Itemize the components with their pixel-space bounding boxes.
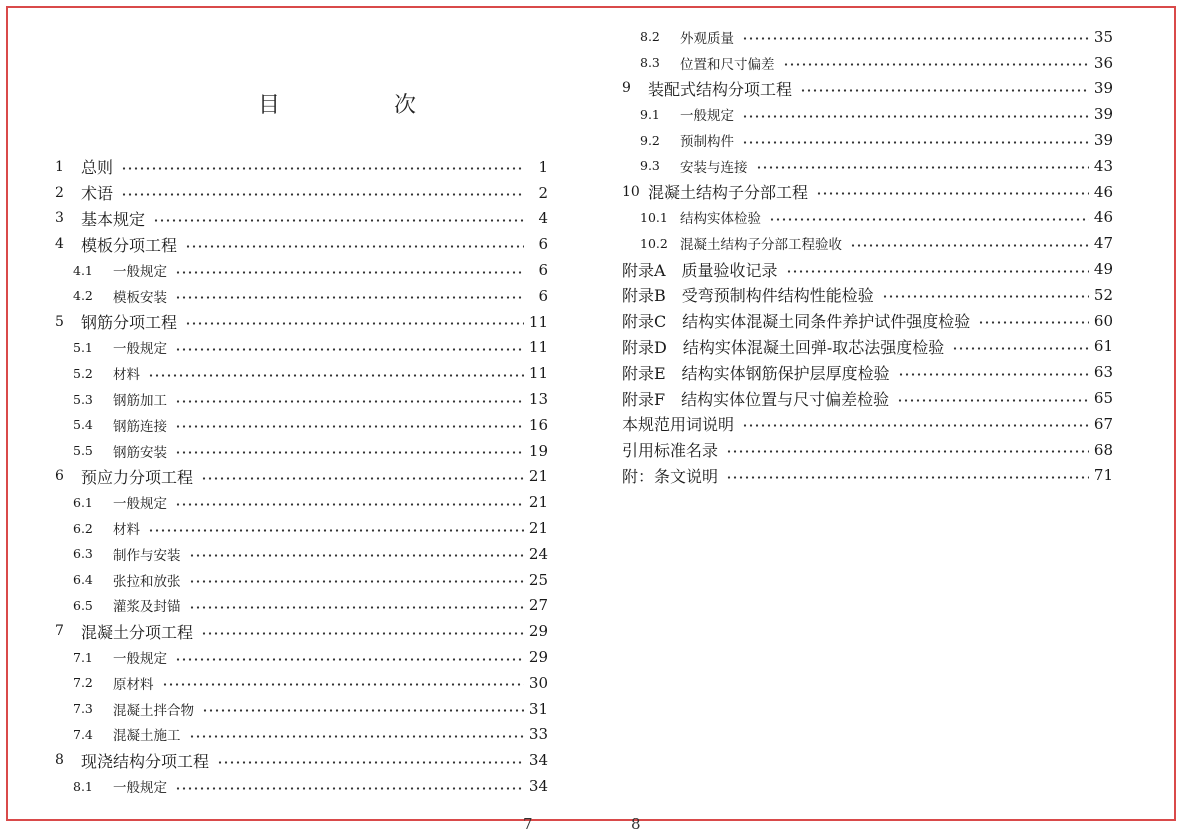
toc-entry[interactable] (55, 231, 548, 257)
dot-leader (201, 477, 524, 480)
toc-entry-label: 安装与连接 (680, 159, 748, 176)
toc-entry[interactable] (622, 179, 1113, 205)
toc-entry-number: 8.3 (640, 55, 660, 71)
dot-leader (769, 218, 1089, 221)
toc-entry-page: 47 (1093, 234, 1113, 253)
toc-entry-label: 一般规定 (113, 264, 167, 281)
toc-entry[interactable] (622, 334, 1113, 360)
toc-entry-label: 制作与安装 (113, 547, 181, 564)
dot-leader (175, 400, 524, 403)
toc-entry[interactable] (55, 670, 548, 696)
dot-leader (121, 193, 524, 196)
toc-title: 目 次 (258, 93, 463, 118)
toc-entry-number: 4.2 (73, 288, 93, 304)
dot-leader (742, 141, 1089, 144)
toc-entry[interactable] (622, 50, 1113, 76)
toc-entry-number: 9.1 (640, 106, 660, 122)
toc-entry[interactable] (622, 256, 1113, 282)
toc-entry-label: 混凝土拌合物 (113, 702, 194, 719)
toc-entry[interactable] (622, 24, 1113, 50)
toc-entry[interactable] (55, 386, 548, 412)
toc-entry-page: 43 (1093, 156, 1113, 175)
dot-leader (217, 761, 524, 764)
dot-leader (816, 192, 1089, 195)
dot-leader (175, 271, 524, 274)
toc-entry-number: 6.1 (73, 494, 93, 510)
toc-entry-number: 6.5 (73, 597, 93, 613)
toc-entry-number: 6 (55, 468, 64, 485)
toc-entry-label: 总则 (81, 158, 114, 178)
toc-entry-number: 10.1 (640, 209, 668, 225)
toc-entry-page: 36 (1093, 53, 1113, 72)
toc-entry[interactable] (55, 283, 548, 309)
toc-entry-number: 7.1 (73, 649, 93, 665)
toc-entry-page: 21 (528, 467, 548, 486)
toc-entry[interactable] (55, 206, 548, 232)
dot-leader (162, 683, 525, 686)
toc-entry[interactable] (55, 722, 548, 748)
toc-entry[interactable] (622, 127, 1113, 153)
toc-entry-page: 21 (528, 519, 548, 538)
toc-entry[interactable] (622, 282, 1113, 308)
dot-leader (121, 167, 524, 170)
toc-entry-label: 混凝土施工 (113, 728, 181, 745)
toc-entry-number: 9.2 (640, 132, 660, 148)
toc-entry[interactable] (55, 489, 548, 515)
toc-entry-page: 46 (1093, 182, 1113, 201)
toc-entry[interactable] (55, 180, 548, 206)
toc-entry[interactable] (55, 747, 548, 773)
dot-leader (175, 296, 524, 299)
toc-entry-label: 张拉和放张 (113, 573, 181, 590)
toc-entry-number: 3 (55, 210, 64, 227)
toc-entry-label: 附录D 结构实体混凝土回弹-取芯法强度检验 (622, 337, 945, 357)
dot-leader (978, 321, 1089, 324)
toc-entry-number: 7 (55, 623, 64, 640)
toc-entry-label: 外观质量 (680, 30, 734, 47)
toc-entry-page: 46 (1093, 208, 1113, 227)
toc-entry-number: 1 (55, 158, 64, 175)
toc-entry[interactable] (622, 359, 1113, 385)
toc-entry-page: 52 (1093, 285, 1113, 304)
toc-entry-number: 10 (622, 183, 640, 200)
toc-entry-page: 6 (538, 261, 548, 280)
toc-entry[interactable] (55, 154, 548, 180)
toc-entry-page: 39 (1093, 105, 1113, 124)
toc-entry-label: 结构实体检验 (680, 211, 761, 228)
toc-entry-label: 钢筋安装 (113, 444, 167, 461)
toc-entry-page: 31 (528, 699, 548, 718)
dot-leader (850, 244, 1089, 247)
dot-leader (148, 374, 524, 377)
toc-entry-number: 7.2 (73, 675, 93, 691)
toc-entry-number: 5.2 (73, 365, 93, 381)
toc-entry-page: 63 (1093, 363, 1113, 382)
toc-entry-number: 5.5 (73, 443, 93, 459)
toc-entry-page: 1 (538, 157, 548, 176)
toc-entry-number: 7.4 (73, 726, 93, 742)
toc-column-right (622, 24, 1113, 488)
dot-leader (175, 425, 524, 428)
toc-entry-label: 预制构件 (680, 134, 734, 151)
toc-entry-label: 现浇结构分项工程 (81, 751, 210, 771)
toc-entry-number: 6.3 (73, 546, 93, 562)
dot-leader (800, 89, 1089, 92)
toc-entry-label: 钢筋分项工程 (81, 313, 178, 333)
page-number-left: 7 (523, 815, 533, 833)
toc-entry-label: 材料 (113, 367, 140, 384)
toc-entry[interactable] (622, 385, 1113, 411)
toc-entry-number: 7.3 (73, 701, 93, 717)
toc-entry-label: 引用标准名录 (622, 441, 719, 461)
toc-entry-number: 8.2 (640, 29, 660, 45)
page-number-right: 8 (631, 815, 641, 833)
toc-entry-label: 混凝土结构子分部工程 (648, 183, 809, 203)
toc-entry-page: 21 (528, 493, 548, 512)
toc-entry-number: 2 (55, 184, 64, 201)
toc-entry-number: 8 (55, 752, 64, 769)
toc-entry[interactable] (55, 773, 548, 799)
toc-entry-label: 模板分项工程 (81, 235, 178, 255)
dot-leader (202, 709, 524, 712)
toc-entry-label: 附录A 质量验收记录 (622, 260, 778, 280)
toc-entry-page: 61 (1093, 337, 1113, 356)
toc-entry-label: 附：条文说明 (622, 466, 719, 486)
toc-entry-page: 60 (1093, 311, 1113, 330)
toc-entry-number: 4 (55, 236, 64, 253)
toc-entry-label: 位置和尺寸偏差 (680, 56, 775, 73)
dot-leader (756, 166, 1090, 169)
toc-entry-page: 71 (1093, 466, 1113, 485)
dot-leader (185, 245, 524, 248)
toc-entry[interactable] (55, 593, 548, 619)
dot-leader (175, 503, 524, 506)
toc-entry-page: 11 (528, 338, 548, 357)
toc-entry-page: 65 (1093, 389, 1113, 408)
dot-leader (189, 735, 525, 738)
toc-entry-page: 4 (538, 209, 548, 228)
toc-entry-page: 11 (528, 364, 548, 383)
dot-leader (726, 450, 1089, 453)
toc-entry-label: 一般规定 (113, 496, 167, 513)
dot-leader (726, 476, 1089, 479)
toc-entry-page: 34 (528, 751, 548, 770)
toc-entry-page: 6 (538, 286, 548, 305)
toc-entry-label: 灌浆及封锚 (113, 599, 181, 616)
toc-entry-label: 原材料 (113, 676, 154, 693)
toc-entry-page: 13 (528, 390, 548, 409)
toc-entry-page: 6 (538, 235, 548, 254)
dot-leader (185, 322, 524, 325)
toc-entry-label: 本规范用词说明 (622, 415, 735, 435)
toc-entry-page: 30 (528, 673, 548, 692)
toc-entry-label: 混凝土分项工程 (81, 622, 194, 642)
toc-entry-number: 9 (622, 80, 631, 97)
toc-entry[interactable] (55, 309, 548, 335)
dot-leader (742, 424, 1089, 427)
toc-entry-page: 67 (1093, 414, 1113, 433)
toc-entry-page: 2 (538, 183, 548, 202)
toc-entry-number: 9.3 (640, 158, 660, 174)
toc-entry[interactable] (55, 438, 548, 464)
toc-entry-label: 预应力分项工程 (81, 467, 194, 487)
toc-entry-number: 5 (55, 313, 64, 330)
toc-entry-page: 24 (528, 544, 548, 563)
toc-entry-label: 附录B 受弯预制构件结构性能检验 (622, 286, 874, 306)
toc-entry-page: 29 (528, 622, 548, 641)
dot-leader (189, 606, 525, 609)
dot-leader (189, 580, 525, 583)
toc-entry[interactable] (55, 696, 548, 722)
toc-entry[interactable] (55, 618, 548, 644)
toc-entry-number: 5.4 (73, 417, 93, 433)
toc-entry-label: 基本规定 (81, 209, 146, 229)
toc-entry-number: 10.2 (640, 235, 668, 251)
toc-entry-page: 25 (528, 570, 548, 589)
dot-leader (786, 270, 1089, 273)
dot-leader (898, 373, 1089, 376)
toc-entry-page: 16 (528, 415, 548, 434)
toc-entry-page: 68 (1093, 440, 1113, 459)
toc-entry-label: 一般规定 (113, 780, 167, 797)
toc-entry[interactable] (622, 76, 1113, 102)
toc-entry[interactable] (55, 567, 548, 593)
dot-leader (742, 37, 1089, 40)
toc-entry-number: 5.1 (73, 339, 93, 355)
toc-entry[interactable] (55, 541, 548, 567)
toc-entry-label: 附录F 结构实体位置与尺寸偏差检验 (622, 389, 890, 409)
toc-entry-page: 19 (528, 441, 548, 460)
toc-entry[interactable] (55, 335, 548, 361)
dot-leader (175, 451, 524, 454)
toc-entry-label: 钢筋加工 (113, 393, 167, 410)
toc-entry-label: 附录E 结构实体钢筋保护层厚度检验 (622, 363, 890, 383)
toc-entry-page: 29 (528, 648, 548, 667)
toc-entry-page: 34 (528, 777, 548, 796)
toc-entry[interactable] (55, 644, 548, 670)
dot-leader (783, 63, 1090, 66)
dot-leader (175, 658, 524, 661)
toc-entry[interactable] (55, 360, 548, 386)
toc-entry-label: 装配式结构分项工程 (648, 79, 793, 99)
toc-entry-page: 35 (1093, 27, 1113, 46)
toc-entry-label: 钢筋连接 (113, 418, 167, 435)
toc-entry-label: 一般规定 (113, 651, 167, 668)
toc-entry[interactable] (55, 464, 548, 490)
toc-entry[interactable] (622, 411, 1113, 437)
toc-entry[interactable] (622, 463, 1113, 489)
toc-entry[interactable] (55, 515, 548, 541)
toc-entry[interactable] (622, 230, 1113, 256)
dot-leader (153, 219, 524, 222)
toc-entry[interactable] (622, 437, 1113, 463)
toc-entry-page: 11 (528, 312, 548, 331)
toc-entry[interactable] (55, 257, 548, 283)
toc-entry-label: 模板安装 (113, 289, 167, 306)
toc-entry[interactable] (622, 101, 1113, 127)
dot-leader (175, 348, 524, 351)
toc-entry-page: 39 (1093, 79, 1113, 98)
toc-entry-page: 27 (528, 596, 548, 615)
toc-entry-label: 材料 (113, 522, 140, 539)
dot-leader (148, 529, 524, 532)
toc-column-left (55, 154, 548, 799)
toc-entry-page: 39 (1093, 131, 1113, 150)
toc-entry-label: 一般规定 (680, 108, 734, 125)
toc-entry-page: 49 (1093, 260, 1113, 279)
toc-entry-number: 4.1 (73, 262, 93, 278)
toc-entry-label: 术语 (81, 184, 114, 204)
toc-entry[interactable] (622, 308, 1113, 334)
toc-entry-number: 5.3 (73, 391, 93, 407)
toc-entry-number: 6.4 (73, 572, 93, 588)
dot-leader (897, 399, 1089, 402)
toc-entry[interactable] (55, 412, 548, 438)
toc-entry-number: 8.1 (73, 778, 93, 794)
dot-leader (201, 632, 524, 635)
toc-entry[interactable] (622, 153, 1113, 179)
dot-leader (189, 554, 525, 557)
toc-entry-label: 一般规定 (113, 341, 167, 358)
dot-leader (882, 295, 1089, 298)
dot-leader (742, 115, 1089, 118)
toc-entry-label: 混凝土结构子分部工程验收 (680, 237, 842, 254)
toc-entry-number: 6.2 (73, 520, 93, 536)
dot-leader (952, 347, 1089, 350)
dot-leader (175, 787, 524, 790)
toc-entry[interactable] (622, 205, 1113, 231)
toc-entry-page: 33 (528, 725, 548, 744)
toc-entry-label: 附录C 结构实体混凝土同条件养护试件强度检验 (622, 312, 971, 332)
